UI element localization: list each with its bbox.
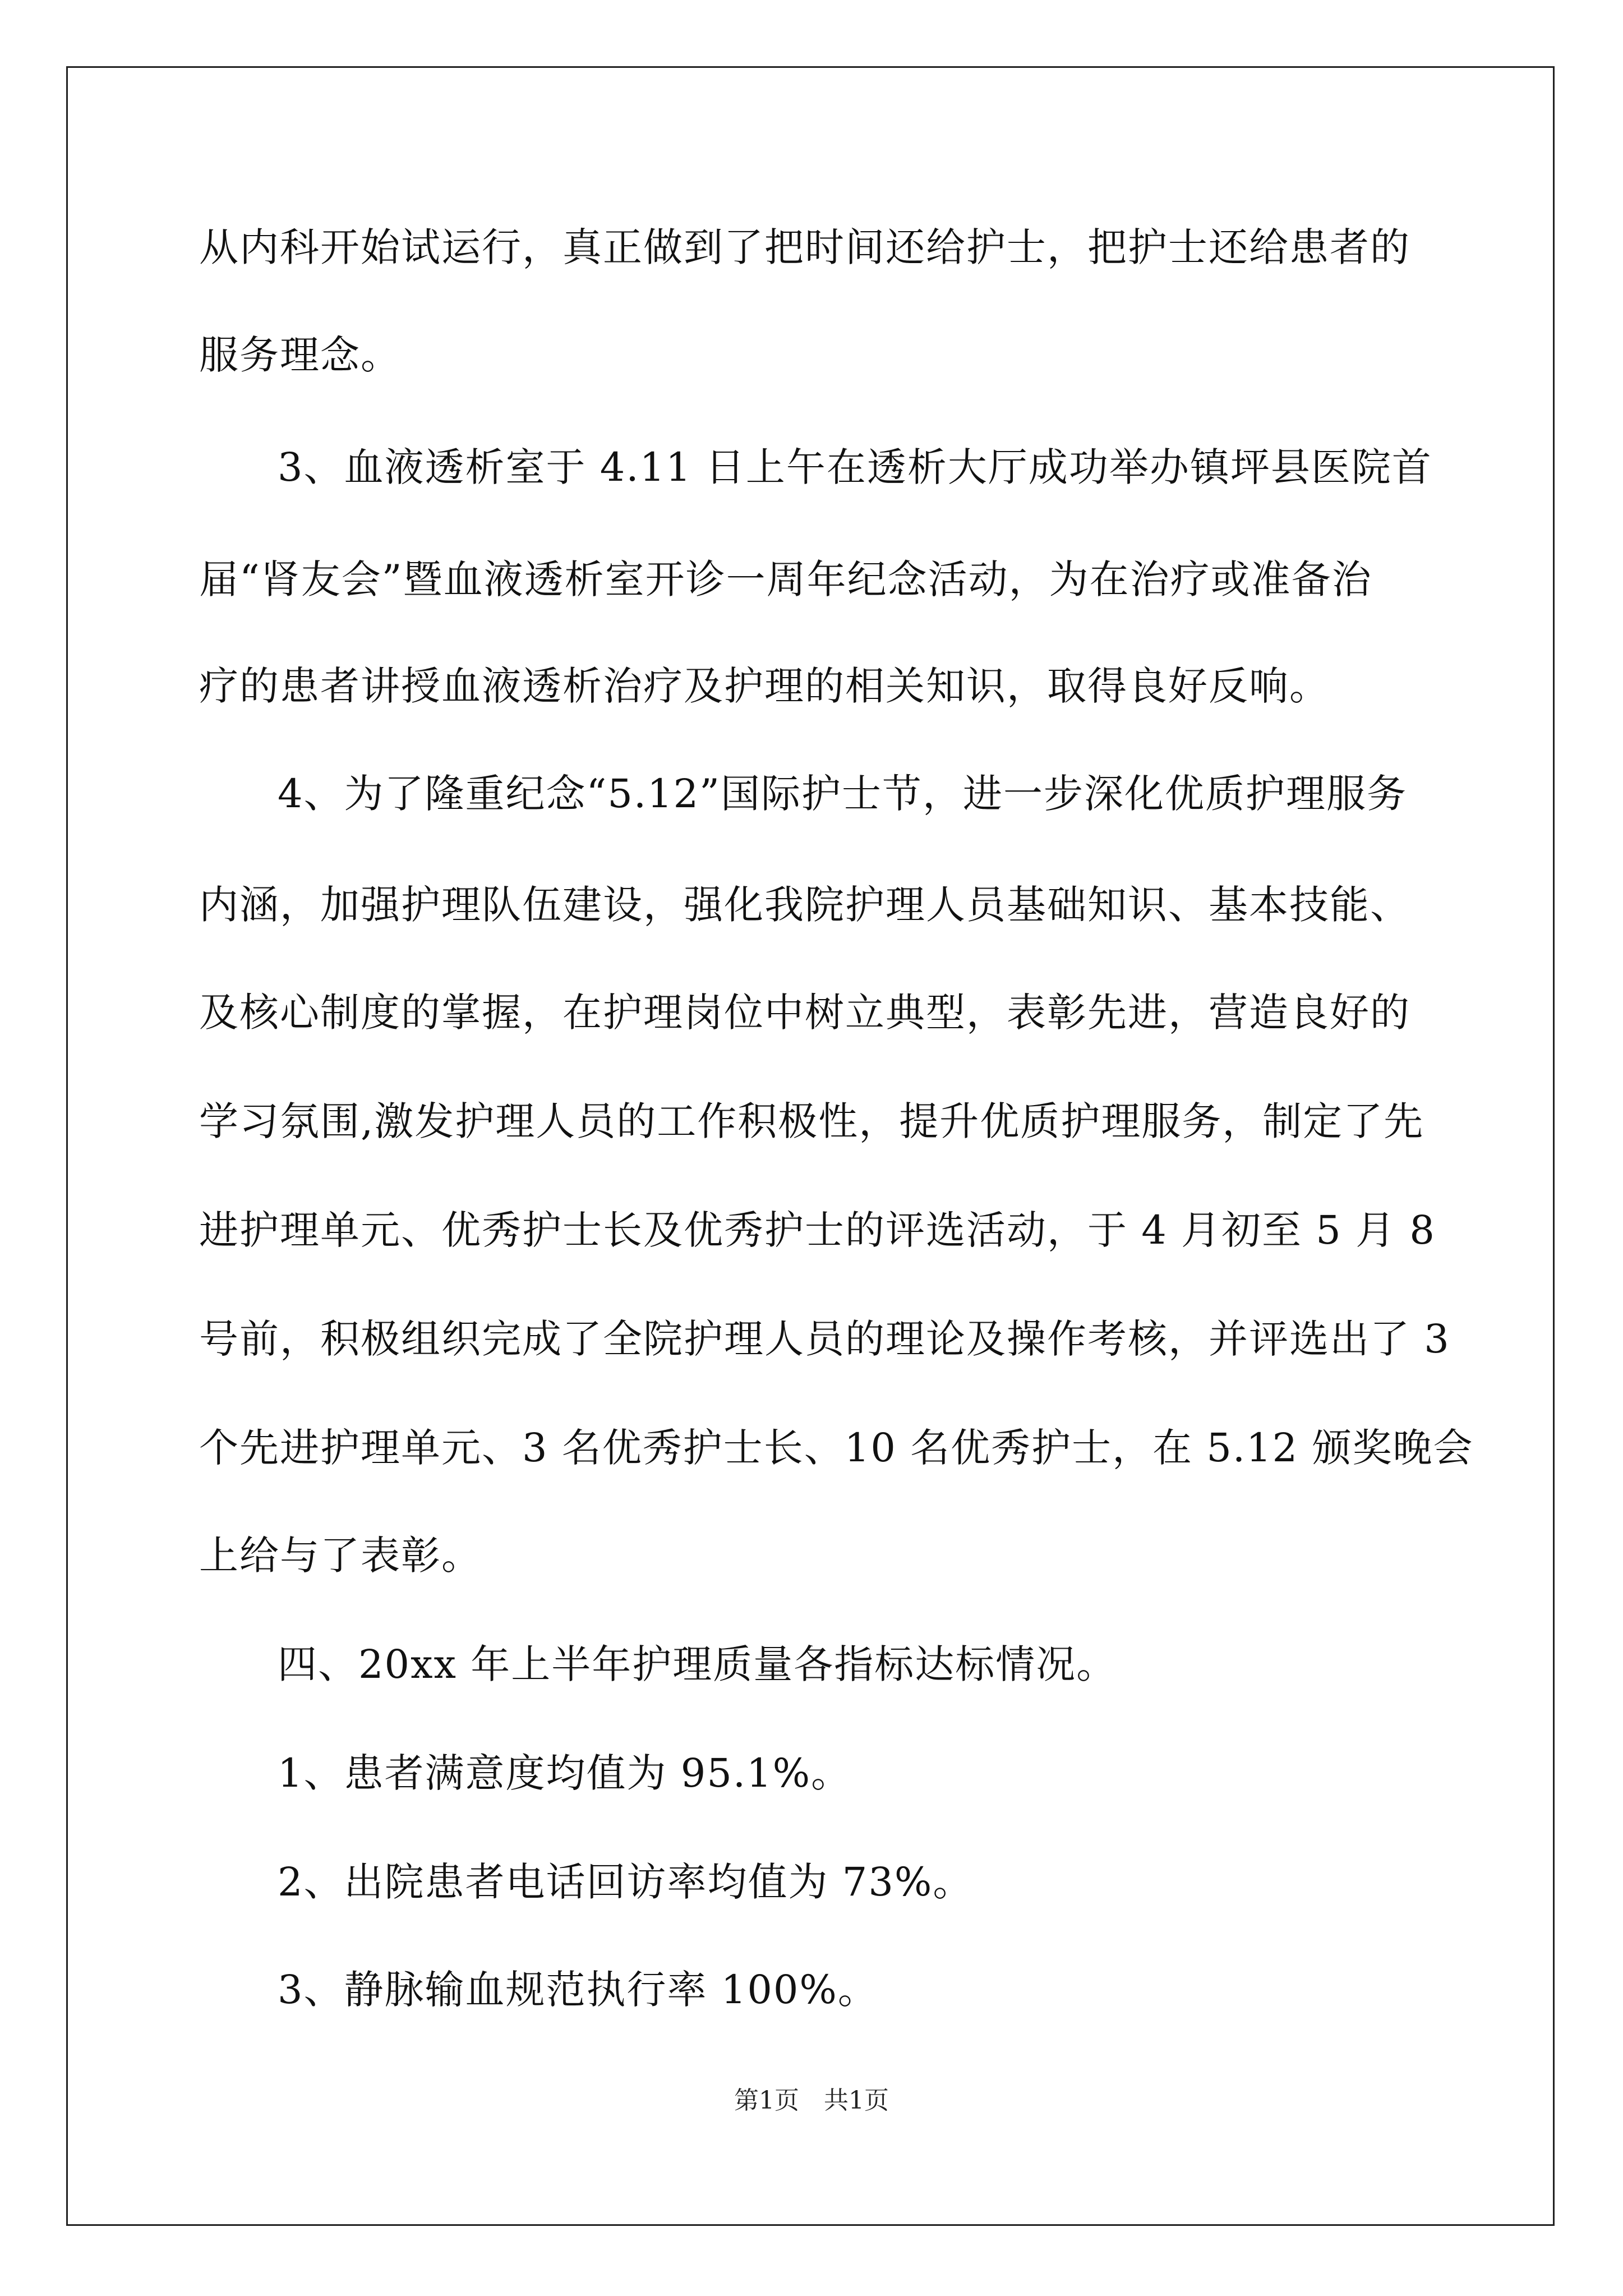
body-line: 上给与了表彰。 — [199, 1533, 482, 1579]
body-line: 从内科开始试运行，真正做到了把时间还给护士，把护士还给患者的 — [199, 224, 1410, 270]
body-line: 服务理念。 — [199, 332, 401, 378]
body-line: 及核心制度的掌握，在护理岗位中树立典型，表彰先进，营造良好的 — [199, 990, 1410, 1036]
body-line: 3、静脉输血规范执行率 100%。 — [278, 1967, 878, 2013]
body-line: 疗的患者讲授血液透析治疗及护理的相关知识，取得良好反响。 — [199, 663, 1330, 709]
body-line: 2、出院患者电话回访率均值为 73%。 — [278, 1859, 974, 1905]
body-line: 学习氛围,激发护理人员的工作积极性，提升优质护理服务，制定了先 — [199, 1098, 1424, 1144]
body-line: 届“肾友会”暨血液透析室开诊一周年纪念活动，为在治疗或准备治 — [199, 556, 1372, 602]
body-line: 1、患者满意度均值为 95.1%。 — [278, 1750, 852, 1796]
page-footer: 第1页 共1页 — [734, 2086, 889, 2115]
body-line: 号前，积极组织完成了全院护理人员的理论及操作考核，并评选出了 3 — [199, 1316, 1450, 1362]
body-line: 个先进护理单元、3 名优秀护士长、10 名优秀护士，在 5.12 颁奖晚会 — [199, 1425, 1474, 1471]
body-line: 内涵，加强护理队伍建设，强化我院护理人员基础知识、基本技能、 — [199, 882, 1410, 928]
body-line: 进护理单元、优秀护士长及优秀护士的评选活动，于 4 月初至 5 月 8 — [199, 1207, 1436, 1253]
section-heading: 四、20xx 年上半年护理质量各指标达标情况。 — [278, 1641, 1117, 1687]
body-line: 3、血液透析室于 4.11 日上午在透析大厅成功举办镇坪县医院首 — [278, 444, 1432, 490]
body-line: 4、为了隆重纪念“5.12”国际护士节，进一步深化优质护理服务 — [278, 771, 1407, 817]
